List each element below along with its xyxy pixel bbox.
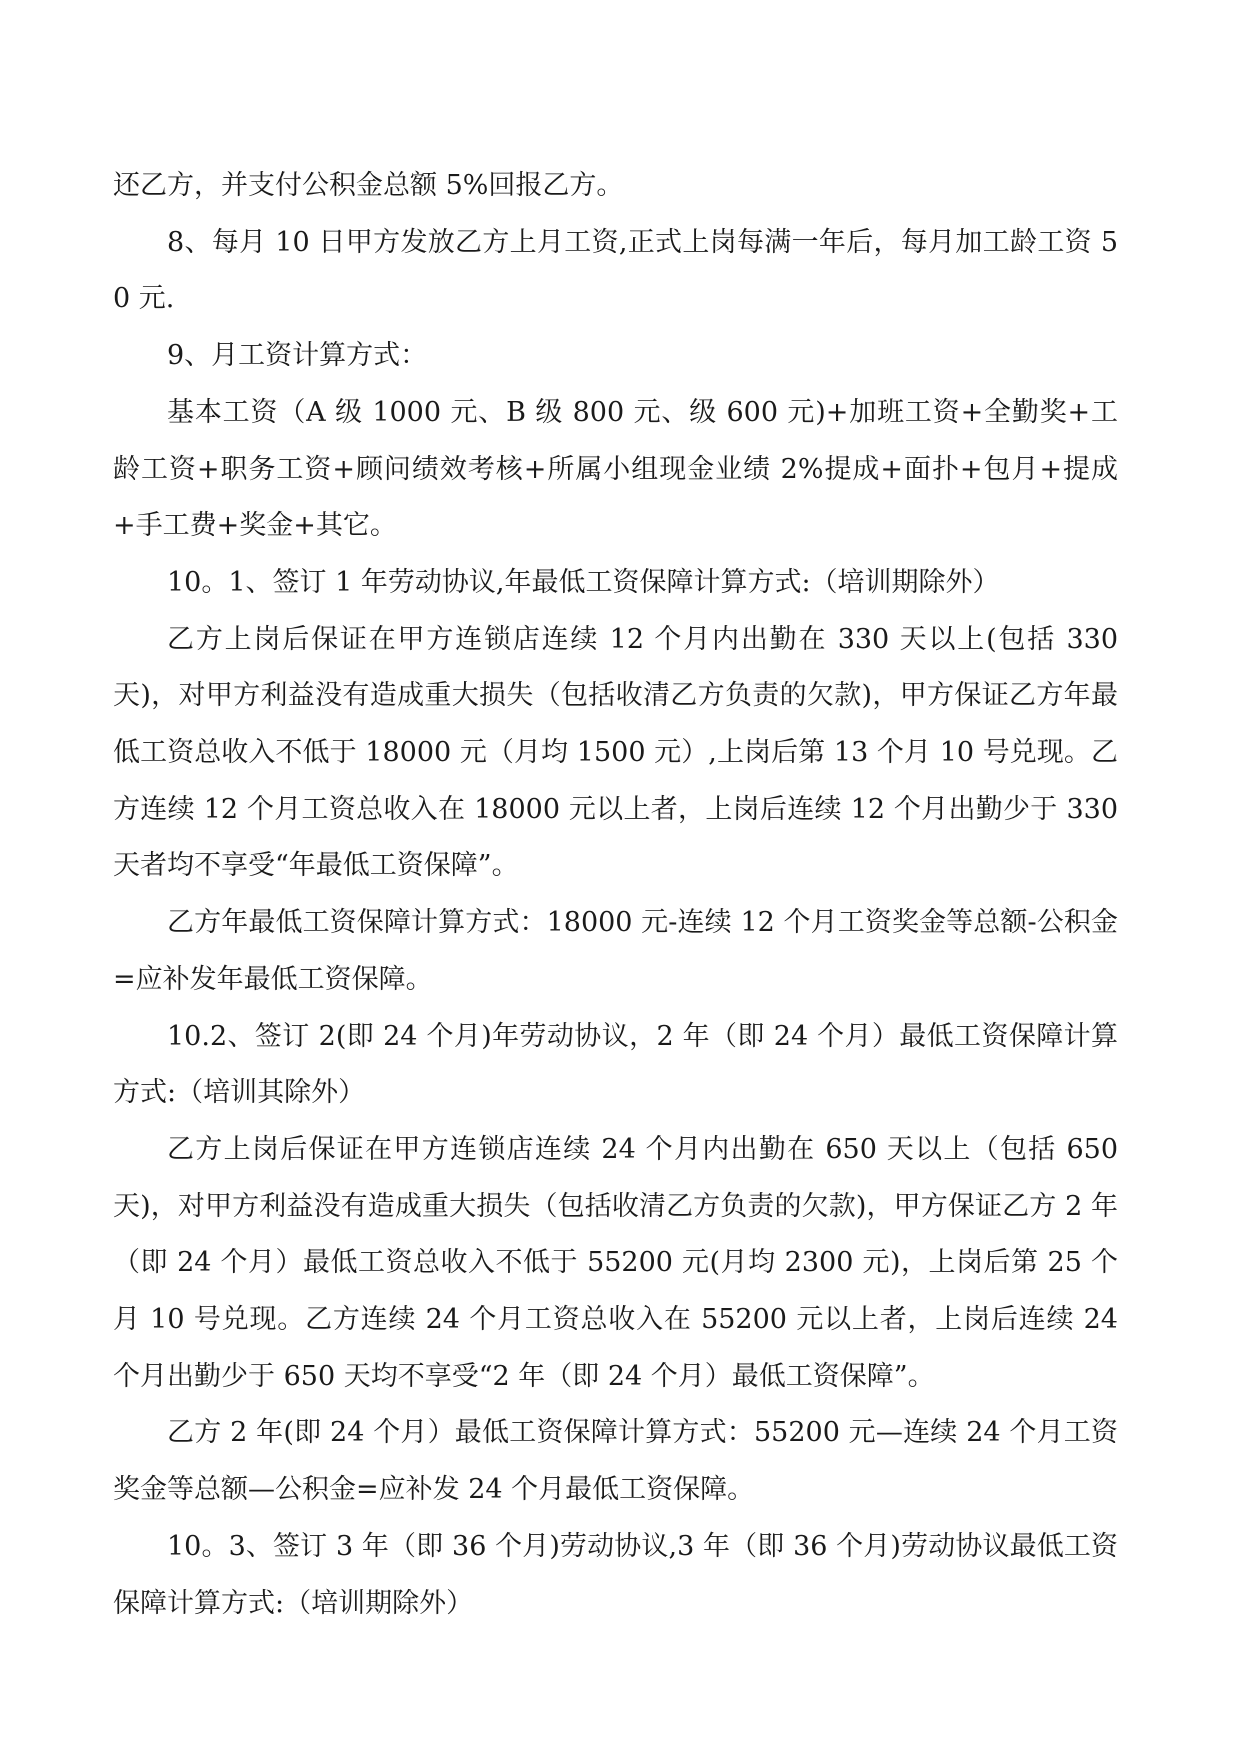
paragraph-salary-formula: 基本工资（A 级 1000 元、B 级 800 元、级 600 元)+加班工资+全勤奖+工龄工资+职务工资+顾问绩效考核+所属小组现金业绩 2%提成+面扑+包月+提成+手工费+奖金+其它。 [113,396,1118,542]
paragraph-clause-10-2-body: 乙方上岗后保证在甲方连锁店连续 24 个月内出勤在 650 天以上（包括 650 天)，对甲方利益没有造成重大损失（包括收清乙方负责的欠款)，甲方保证乙方 2 年（即 24 个月）最低工资总收入不低于 55200 元(月均 2300 元)，上岗后第 25 个月 10 号兑现。乙方连续 24 个月工资总收入在 55200 元以上者，上岗后连续 24 个月出勤少于 650 天均不享受“2 年（即 24 个月）最低工资保障”。 [113,1133,1118,1392]
paragraph-clause-10-3-heading: 10。3、签订 3 年（即 36 个月)劳动协议,3 年（即 36 个月)劳动协议最低工资保障计算方式:（培训期除外） [113,1530,1118,1619]
paragraph-clause-10-2-formula: 乙方 2 年(即 24 个月）最低工资保障计算方式：55200 元—连续 24 个月工资奖金等总额—公积金=应补发 24 个月最低工资保障。 [113,1417,1118,1506]
paragraph-clause-10-1-formula: 乙方年最低工资保障计算方式：18000 元-连续 12 个月工资奖金等总额-公积金=应补发年最低工资保障。 [113,907,1118,995]
paragraph-clause-9-heading: 9、月工资计算方式： [167,340,428,372]
paragraph-clause-10-1-body: 乙方上岗后保证在甲方连锁店连续 12 个月内出勤在 330 天以上(包括 330 天)，对甲方利益没有造成重大损失（包括收清乙方负责的欠款)，甲方保证乙方年最低工资总收入不低于 18000 元（月均 1500 元）,上岗后第 13 个月 10 号兑现。乙方连续 12 个月工资总收入在 18000 元以上者，上岗后连续 12 个月出勤少于 330 天者均不享受“年最低工资保障”。 [113,623,1118,882]
paragraph-clause-10-1-heading: 10。1、签订 1 年劳动协议,年最低工资保障计算方式:（培训期除外） [167,566,1000,598]
paragraph-public-fund-return: 还乙方，并支付公积金总额 5%回报乙方。 [113,170,624,201]
paragraph-clause-8: 8、每月 10 日甲方发放乙方上月工资,正式上岗每满一年后，每月加工龄工资 50 元. [113,226,1118,315]
paragraph-clause-10-2-heading: 10.2、签订 2(即 24 个月)年劳动协议，2 年（即 24 个月）最低工资保障计算方式:（培训其除外） [113,1020,1118,1109]
document-body [113,158,1118,1632]
